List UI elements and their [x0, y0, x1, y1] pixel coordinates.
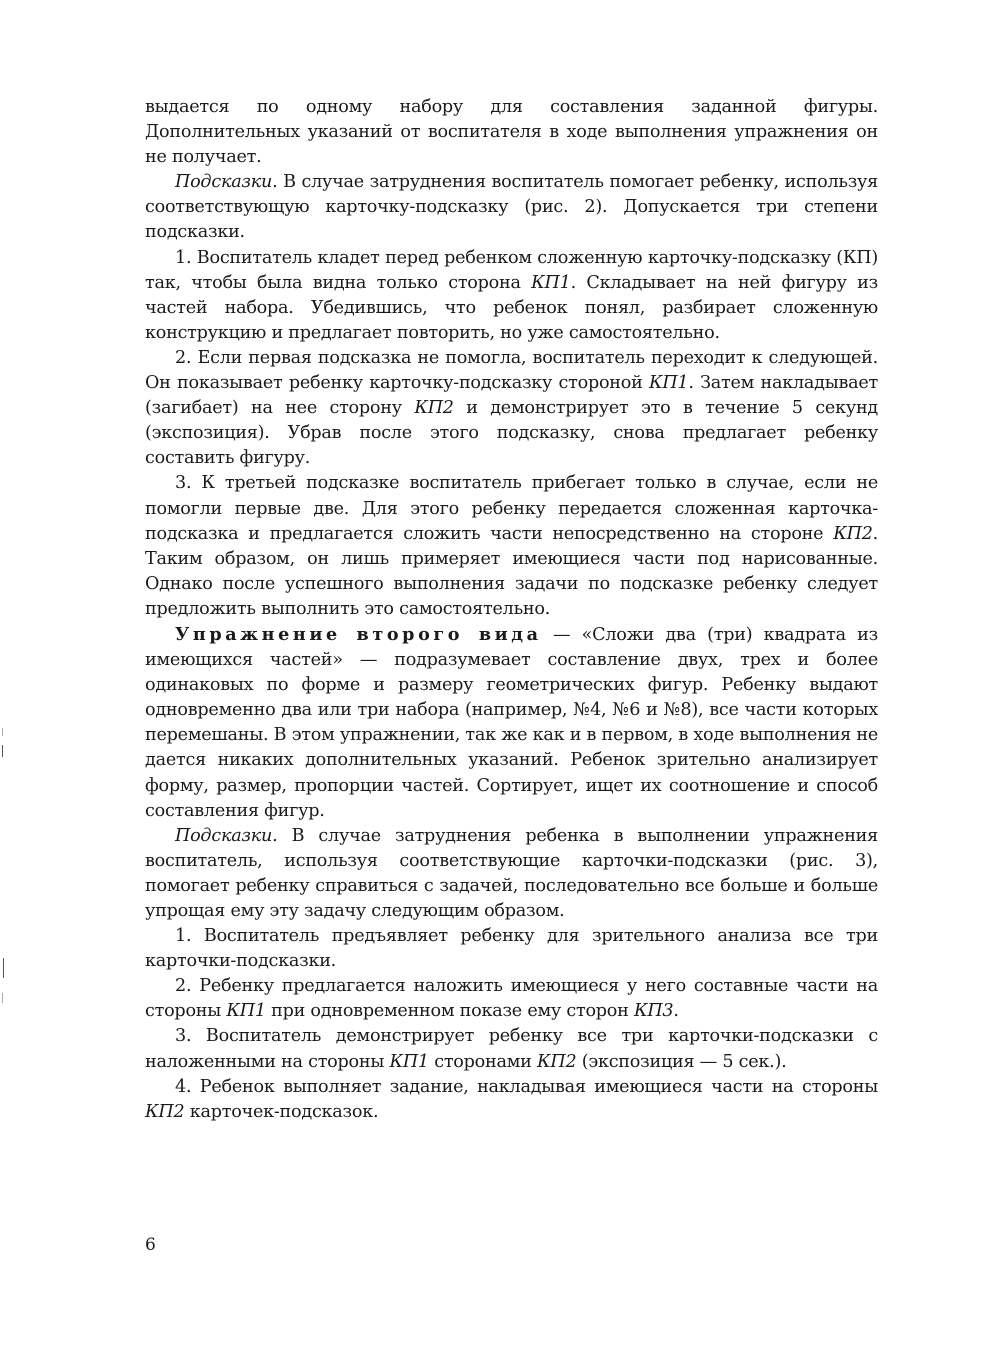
text: карточек-подсказок.	[184, 1101, 379, 1122]
text: сторонами	[428, 1051, 537, 1072]
page-body	[145, 95, 878, 1125]
paragraph-step-1b	[145, 924, 878, 974]
paragraph-step-4b	[145, 1075, 878, 1125]
card-side-label: КП1	[531, 272, 571, 293]
text: 4. Ребенок выполняет задание, накладывая имеющиеся части на стороны	[175, 1076, 878, 1097]
card-side-label: КП1	[389, 1051, 429, 1072]
text: . Затем накладывает (загибает) на нее сторону	[145, 373, 878, 419]
paragraph-step-3b	[145, 1024, 878, 1074]
scan-artifact-mark	[2, 728, 3, 736]
paragraph-hints-2	[145, 824, 878, 924]
text: 3. К третьей подсказке воспитатель прибегает только в случае, если не помогли первые две. Для этого ребенку передается сложенная карточка-подсказка и предлагается сложить части непосредственно на стороне	[145, 473, 878, 544]
text: 3. Воспитатель демонстрирует ребенку все три карточки-подсказки с наложенными на стороны	[145, 1026, 878, 1072]
exercise-heading: Упражнение второго вида	[175, 623, 542, 645]
text: В случае затруднения ребенка в выполнении упражнения воспитатель, используя соответствующие карточки-подсказки (рис. 3), помогает ребенку справиться с задачей, последовательно все больше и больше упрощая ему эту задачу следующим образом.	[145, 825, 878, 921]
text: 1. Воспитатель предъявляет ребенку для зрительного анализа все три карточки-подсказки.	[145, 926, 878, 972]
hints-heading: Подсказки.	[175, 172, 278, 193]
text: и демонстрирует это в течение 5 секунд (экспозиция). Убрав после этого подсказку, снова предлагает ребенку составить фигуру.	[145, 398, 879, 469]
card-side-label: КП2	[145, 1101, 185, 1122]
card-side-label: КП1	[648, 373, 689, 394]
text: выдается по одному набору для составления заданной фигуры. Дополнительных указаний от воспитателя в ходе выполнения упражнения он не получает.	[145, 97, 878, 168]
page-number: 6	[145, 1235, 156, 1255]
paragraph-exercise-2	[145, 622, 878, 824]
paragraph-step-3	[145, 471, 878, 622]
text: . Таким образом, он лишь примеряет имеющиеся части под нарисованные. Однако после успешного выполнения задачи по подсказке ребенку следует предложить выполнить это самостоятельно.	[145, 523, 878, 619]
text: В случае затруднения воспитатель помогает ребенку, используя соответствующую карточку-подсказку (рис. 2). Допускается три степени подсказки.	[145, 172, 878, 243]
text: . Складывает на ней фигуру из частей набора. Убедившись, что ребенок понял, разбирает сложенную конструкцию и предлагает повторить, но уже самостоятельно.	[145, 272, 878, 343]
card-side-label: КП2	[833, 523, 873, 544]
paragraph-step-1	[145, 246, 878, 346]
hints-heading: Подсказки.	[175, 825, 278, 846]
text: 2. Ребенку предлагается наложить имеющиеся у него составные части на стороны	[145, 976, 878, 1022]
paragraph-continuation	[145, 95, 878, 170]
card-side-label: КП2	[536, 1051, 577, 1072]
text: .	[673, 1001, 679, 1022]
scan-artifact-mark	[2, 745, 3, 757]
text: при одновременном показе ему сторон	[265, 1001, 634, 1022]
text: — «Сложи два (три) квадрата из имеющихся частей» — подразумевает составление двух, трех и более одинаковых по форме и размеру геометрических фигур. Ребенку выдают одновременно два или три набора (например, №4, №6 и №8), все части которых перемешаны. В этом упражнении, так же как и в первом, в ходе выполнения не дается никаких дополнительных указаний. Ребенок зрительно анализирует форму, размер, пропорции частей. Сортирует, ищет их соотношение и способ составления фигур.	[145, 624, 878, 821]
paragraph-hints-1	[145, 170, 878, 245]
paragraph-step-2b	[145, 974, 878, 1024]
card-side-label: КП3	[633, 1001, 674, 1022]
text: (экспозиция — 5 сек.).	[576, 1051, 787, 1072]
text: 1. Воспитатель кладет перед ребенком сложенную карточку-подсказку (КП) так, чтобы была видна только сторона	[145, 247, 878, 293]
scan-artifact-mark	[2, 993, 3, 1003]
card-side-label: КП2	[414, 398, 454, 419]
text: 2. Если первая подсказка не помогла, воспитатель переходит к следующей. Он показывает ребенку карточку-подсказку стороной	[145, 347, 878, 394]
scan-artifact-mark	[3, 958, 4, 978]
paragraph-step-2	[145, 346, 878, 471]
card-side-label: КП1	[226, 1001, 266, 1022]
